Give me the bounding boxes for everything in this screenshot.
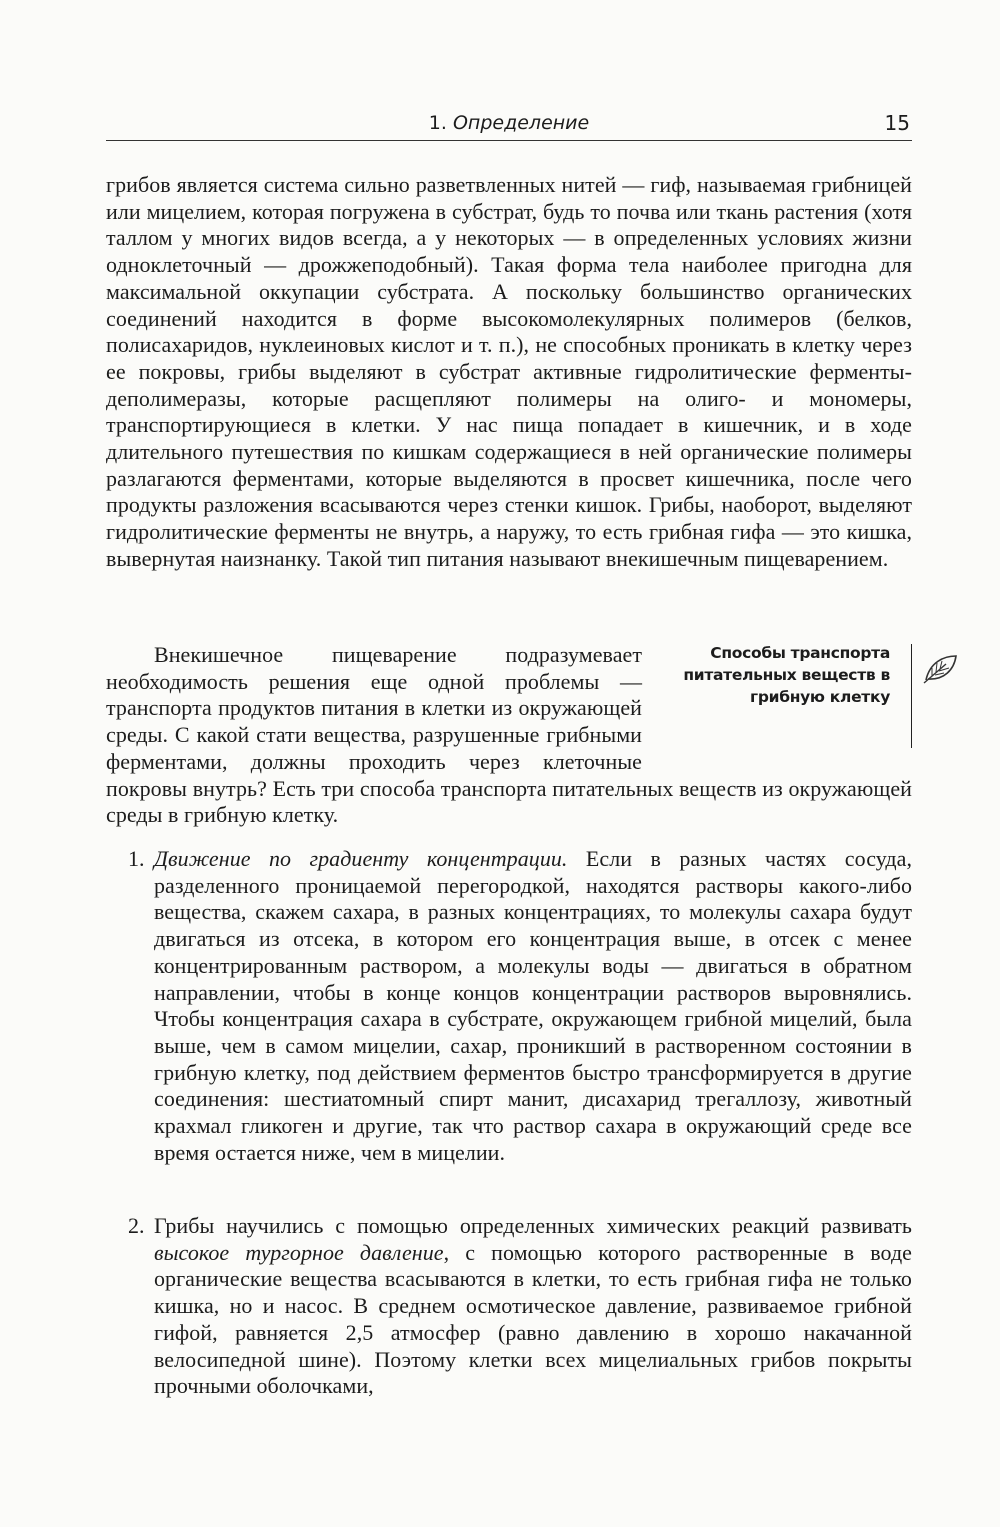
section-title: [106, 110, 912, 136]
section-number: 1.: [428, 112, 447, 134]
section-name: Определение: [452, 112, 590, 134]
leaf-icon: [920, 648, 960, 688]
list-item-body: [154, 846, 912, 1166]
list-item-text-before: Грибы научились с помощью определенных химических реакций развивать: [154, 1213, 912, 1238]
list-item: [106, 846, 912, 1166]
margin-note: Способы транспорта питательных веществ в грибную клетку: [683, 644, 890, 706]
margin-note-box: [660, 642, 912, 752]
list-item-text-after: , с помощью которого растворенные в воде органические вещества всасываются в клетки, то есть грибная гифа не только кишка, но и насос. В среднем осмотическое давление, развиваемое грибной гифой, равняется 2,5 атмосфер (равно давлению в хорошо накачанной велосипедной шине). Поэтому клетки всех мицелиальных грибов покрыты прочными оболочками,: [154, 1239, 912, 1399]
running-head: [106, 110, 912, 141]
paragraph-1: грибов является система сильно разветвленных нитей — гиф, называемая грибницей или мицелием, которая погружена в субстрат, будь то почва или ткань растения (хотя таллом у многих видов всегда, а у некоторых — в определенных условиях жизни одноклеточный — дрожжеподобный). Такая форма тела наиболее пригодна для максимальной оккупации субстрата. А поскольку большинство органических соединений находится в форме высокомолекулярных полимеров (белков, полисахаридов, нуклеиновых кислот и т. п.), не способных проникать в клетку через ее покровы, грибы выделяют в субстрат активные гидролитические ферменты-деполимеразы, которые расщепляют полимеры на олиго- и мономеры, транспортирующиеся в клетки. У нас пища попадает в кишечник, и в ходе длительного путешествия по кишкам содержащиеся в ней органические полимеры разлагаются ферментами, которые выделяются в просвет кишечника, после чего продукты разложения всасываются через стенки кишок. Грибы, наоборот, выделяют гидролитические ферменты не внутрь, а наружу, то есть грибная гифа — это кишка, вывернутая наизнанку. Такой тип питания называют внекишечным пищеварением.: [106, 172, 912, 571]
paragraph-2: [106, 642, 912, 829]
list-item-emphasis: Движение по градиенту концентрации.: [154, 846, 568, 871]
list-item-number: 1.: [128, 846, 145, 871]
list-item-number: 2.: [128, 1213, 145, 1238]
list-item-emphasis: высокое тургорное давление: [154, 1239, 444, 1265]
list-item-text: Если в разных частях сосуда, разделенного проницаемой перегородкой, находятся растворы какого-либо вещества, скажем сахара, в разных концентрациях, то молекулы сахара будут двигаться из отсека, в котором его концентрация выше, в отсек с менее концентрированным раствором, а молекулы воды — двигаться в обратном направлении, чтобы в конце концов концентрации растворов выровнялись. Чтобы концентрация сахара в субстрате, окружающем грибной мицелий, была выше, чем в самом мицелии, сахар, проникший в растворенном состоянии в грибную клетку, под действием ферментов быстро трансформируется в другие соединения: шестиатомный спирт манит, дисахарид трегаллозу, животный крахмал гликоген и другие, так что раствор сахара в окружающий среде все время остается ниже, чем в мицелии.: [154, 846, 912, 1165]
page-number: 15: [884, 111, 910, 135]
margin-note-rule: [911, 644, 913, 748]
list-item: [106, 1213, 912, 1400]
paragraph-2-text: Внекишечное пищеварение подразумевает необходимость решения еще одной проблемы — транспорта продуктов питания в клетки из окружающей среды. С какой стати вещества, разрушенные грибными ферментами, должны проходить через клеточные покровы внутрь? Есть три способа транспорта питательных веществ из окружающей среды в грибную клетку.: [106, 642, 912, 828]
list-item-body: [154, 1213, 912, 1400]
